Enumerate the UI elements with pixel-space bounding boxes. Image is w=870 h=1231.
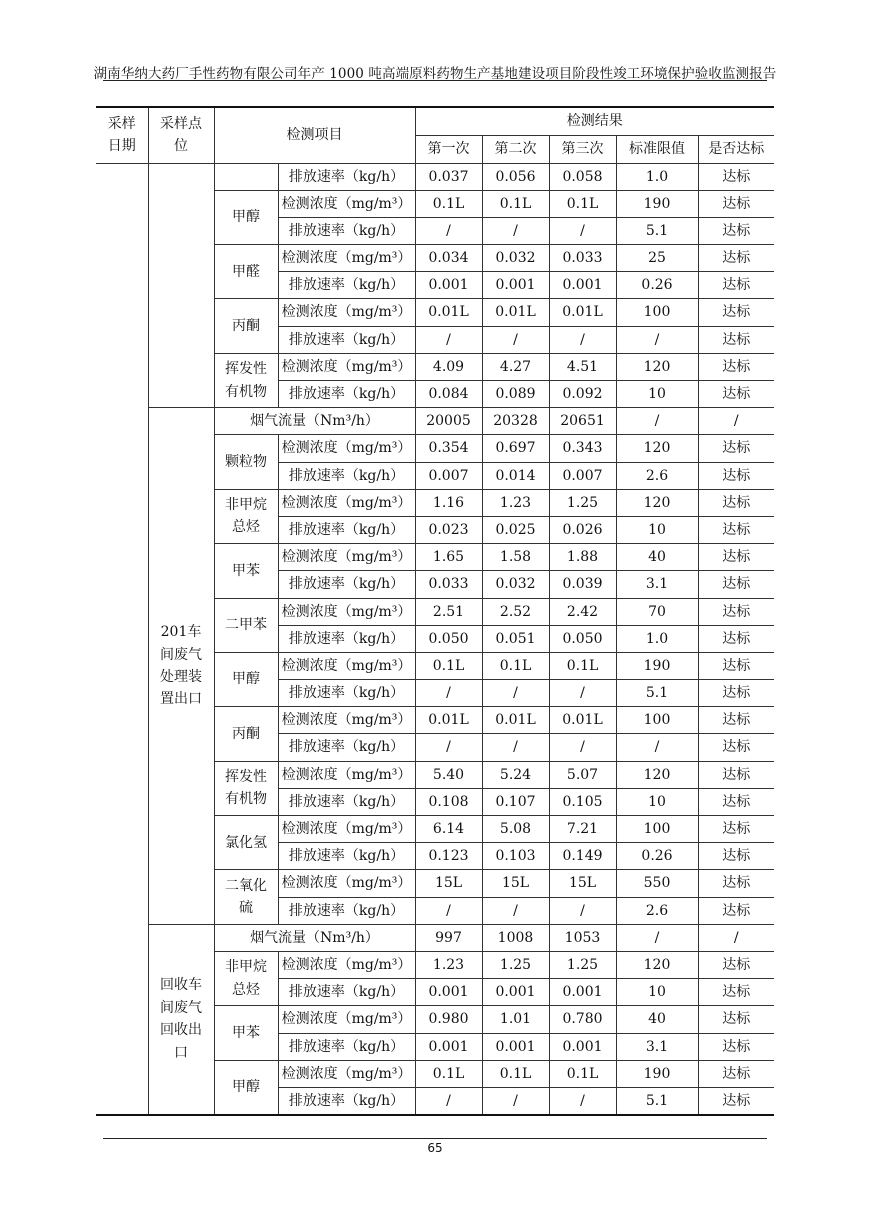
result-third: 1.88 bbox=[549, 544, 616, 571]
result-first: / bbox=[415, 680, 482, 707]
compliance-status: 达标 bbox=[698, 652, 774, 679]
parameter-label: 排放速率（kg/h） bbox=[278, 788, 415, 815]
compliance-status: 达标 bbox=[698, 462, 774, 489]
standard-limit: 0.26 bbox=[616, 843, 698, 870]
col-header-limit: 标准限值 bbox=[616, 135, 698, 163]
result-second: 0.089 bbox=[482, 381, 549, 408]
compliance-status: 达标 bbox=[698, 680, 774, 707]
parameter-label: 检测浓度（mg/m³） bbox=[278, 245, 415, 272]
parameter-label: 检测浓度（mg/m³） bbox=[278, 544, 415, 571]
standard-limit: 120 bbox=[616, 489, 698, 516]
result-third: 0.1L bbox=[549, 1060, 616, 1087]
result-third: 0.780 bbox=[549, 1006, 616, 1033]
result-third: 0.105 bbox=[549, 788, 616, 815]
result-second: / bbox=[482, 734, 549, 761]
result-first: 0.1L bbox=[415, 652, 482, 679]
result-second: / bbox=[482, 1087, 549, 1114]
result-third: 1053 bbox=[549, 924, 616, 951]
result-third: 5.07 bbox=[549, 761, 616, 788]
result-second: 0.1L bbox=[482, 1060, 549, 1087]
parameter-label: 检测浓度（mg/m³） bbox=[278, 707, 415, 734]
parameter-label: 排放速率（kg/h） bbox=[278, 680, 415, 707]
page-number: 65 bbox=[427, 1141, 443, 1155]
compliance-status: 达标 bbox=[698, 843, 774, 870]
pollutant-name: 颗粒物 bbox=[214, 435, 278, 489]
parameter-label: 检测浓度（mg/m³） bbox=[278, 870, 415, 897]
result-first: 2.51 bbox=[415, 598, 482, 625]
col-header-first: 第一次 bbox=[415, 135, 482, 163]
flow-rate-label: 烟气流量（Nm³/h） bbox=[214, 924, 415, 951]
parameter-label: 排放速率（kg/h） bbox=[278, 516, 415, 543]
standard-limit: 2.6 bbox=[616, 462, 698, 489]
parameter-label: 检测浓度（mg/m³） bbox=[278, 951, 415, 978]
standard-limit: 25 bbox=[616, 245, 698, 272]
result-third: 1.25 bbox=[549, 951, 616, 978]
result-second: / bbox=[482, 680, 549, 707]
pollutant-name: 非甲烷总烃 bbox=[214, 489, 278, 543]
compliance-status: 达标 bbox=[698, 734, 774, 761]
parameter-label: 检测浓度（mg/m³） bbox=[278, 761, 415, 788]
col-header-second: 第二次 bbox=[482, 135, 549, 163]
parameter-label: 排放速率（kg/h） bbox=[278, 163, 415, 190]
standard-limit: 120 bbox=[616, 353, 698, 380]
result-first: 0.084 bbox=[415, 381, 482, 408]
standard-limit: / bbox=[616, 924, 698, 951]
parameter-label: 排放速率（kg/h） bbox=[278, 1033, 415, 1060]
result-third: 0.001 bbox=[549, 979, 616, 1006]
result-first: 15L bbox=[415, 870, 482, 897]
table-row bbox=[96, 408, 774, 435]
compliance-status: 达标 bbox=[698, 272, 774, 299]
compliance-status: 达标 bbox=[698, 435, 774, 462]
standard-limit: 2.6 bbox=[616, 897, 698, 924]
result-second: / bbox=[482, 897, 549, 924]
standard-limit: 40 bbox=[616, 544, 698, 571]
result-third: / bbox=[549, 326, 616, 353]
pollutant-name: 甲醇 bbox=[214, 652, 278, 706]
compliance-status: 达标 bbox=[698, 326, 774, 353]
result-first: 0.01L bbox=[415, 299, 482, 326]
standard-limit: 10 bbox=[616, 516, 698, 543]
compliance-status: 达标 bbox=[698, 761, 774, 788]
pollutant-name: 甲醇 bbox=[214, 190, 278, 244]
result-first: / bbox=[415, 326, 482, 353]
result-second: 0.032 bbox=[482, 571, 549, 598]
compliance-status: 达标 bbox=[698, 571, 774, 598]
result-second: 0.032 bbox=[482, 245, 549, 272]
result-third: 0.1L bbox=[549, 190, 616, 217]
result-first: / bbox=[415, 734, 482, 761]
result-third: / bbox=[549, 734, 616, 761]
result-second: 0.1L bbox=[482, 190, 549, 217]
standard-limit: 10 bbox=[616, 788, 698, 815]
result-third: 2.42 bbox=[549, 598, 616, 625]
result-third: 0.039 bbox=[549, 571, 616, 598]
result-second: 20328 bbox=[482, 408, 549, 435]
compliance-status: / bbox=[698, 924, 774, 951]
result-third: 0.01L bbox=[549, 707, 616, 734]
compliance-status: 达标 bbox=[698, 788, 774, 815]
result-second: 0.01L bbox=[482, 299, 549, 326]
standard-limit: 3.1 bbox=[616, 571, 698, 598]
parameter-label: 检测浓度（mg/m³） bbox=[278, 435, 415, 462]
result-third: / bbox=[549, 897, 616, 924]
standard-limit: 190 bbox=[616, 1060, 698, 1087]
monitoring-results-table bbox=[96, 106, 774, 1116]
result-first: 0.354 bbox=[415, 435, 482, 462]
compliance-status: 达标 bbox=[698, 299, 774, 326]
col-header-third: 第三次 bbox=[549, 135, 616, 163]
parameter-label: 排放速率（kg/h） bbox=[278, 462, 415, 489]
result-first: 0.007 bbox=[415, 462, 482, 489]
pollutant-name: 挥发性有机物 bbox=[214, 761, 278, 815]
compliance-status: 达标 bbox=[698, 544, 774, 571]
result-third: 0.343 bbox=[549, 435, 616, 462]
result-third: 0.092 bbox=[549, 381, 616, 408]
result-third: / bbox=[549, 217, 616, 244]
result-first: 0.034 bbox=[415, 245, 482, 272]
compliance-status: 达标 bbox=[698, 1060, 774, 1087]
parameter-label: 检测浓度（mg/m³） bbox=[278, 1006, 415, 1033]
standard-limit: 120 bbox=[616, 761, 698, 788]
pollutant-name: 甲苯 bbox=[214, 1006, 278, 1060]
standard-limit: 100 bbox=[616, 816, 698, 843]
result-first: 6.14 bbox=[415, 816, 482, 843]
result-second: 0.103 bbox=[482, 843, 549, 870]
table-row bbox=[96, 163, 774, 190]
compliance-status: 达标 bbox=[698, 489, 774, 516]
parameter-label: 排放速率（kg/h） bbox=[278, 217, 415, 244]
result-second: / bbox=[482, 326, 549, 353]
result-third: 0.001 bbox=[549, 1033, 616, 1060]
pollutant-name: 非甲烷总烃 bbox=[214, 951, 278, 1005]
report-header-title: 湖南华纳大药厂手性药物有限公司年产 1000 吨高端原料药物生产基地建设项目阶段性竣工环境保护验收监测报告 bbox=[93, 66, 777, 82]
result-third: / bbox=[549, 680, 616, 707]
result-first: 0.001 bbox=[415, 272, 482, 299]
result-first: / bbox=[415, 897, 482, 924]
compliance-status: 达标 bbox=[698, 598, 774, 625]
result-first: 0.023 bbox=[415, 516, 482, 543]
col-header-results: 检测结果 bbox=[415, 107, 774, 135]
compliance-status: 达标 bbox=[698, 353, 774, 380]
col-header-item: 检测项目 bbox=[214, 107, 415, 163]
result-first: 997 bbox=[415, 924, 482, 951]
parameter-label: 检测浓度（mg/m³） bbox=[278, 598, 415, 625]
standard-limit: 190 bbox=[616, 652, 698, 679]
result-second: 4.27 bbox=[482, 353, 549, 380]
result-second: 0.1L bbox=[482, 652, 549, 679]
result-first: 20005 bbox=[415, 408, 482, 435]
parameter-label: 排放速率（kg/h） bbox=[278, 1087, 415, 1114]
standard-limit: 10 bbox=[616, 381, 698, 408]
result-second: 1.25 bbox=[482, 951, 549, 978]
result-third: / bbox=[549, 1087, 616, 1114]
result-third: 15L bbox=[549, 870, 616, 897]
result-third: 0.033 bbox=[549, 245, 616, 272]
result-second: 2.52 bbox=[482, 598, 549, 625]
pollutant-name bbox=[214, 163, 278, 190]
standard-limit: 3.1 bbox=[616, 1033, 698, 1060]
standard-limit: 70 bbox=[616, 598, 698, 625]
parameter-label: 排放速率（kg/h） bbox=[278, 625, 415, 652]
result-second: 0.025 bbox=[482, 516, 549, 543]
result-second: 0.01L bbox=[482, 707, 549, 734]
standard-limit: 550 bbox=[616, 870, 698, 897]
parameter-label: 检测浓度（mg/m³） bbox=[278, 652, 415, 679]
pollutant-name: 甲醛 bbox=[214, 245, 278, 299]
result-third: 20651 bbox=[549, 408, 616, 435]
pollutant-name: 丙酮 bbox=[214, 299, 278, 353]
pollutant-name: 挥发性有机物 bbox=[214, 353, 278, 407]
standard-limit: / bbox=[616, 408, 698, 435]
sampling-point-cell: 201车间废气处理装置出口 bbox=[148, 408, 214, 925]
result-second: 0.001 bbox=[482, 272, 549, 299]
pollutant-name: 丙酮 bbox=[214, 707, 278, 761]
pollutant-name: 甲醇 bbox=[214, 1060, 278, 1114]
compliance-status: 达标 bbox=[698, 625, 774, 652]
result-third: 1.25 bbox=[549, 489, 616, 516]
standard-limit: 1.0 bbox=[616, 163, 698, 190]
compliance-status: 达标 bbox=[698, 1006, 774, 1033]
result-second: 0.001 bbox=[482, 979, 549, 1006]
standard-limit: 5.1 bbox=[616, 680, 698, 707]
result-first: 0.108 bbox=[415, 788, 482, 815]
standard-limit: 10 bbox=[616, 979, 698, 1006]
parameter-label: 排放速率（kg/h） bbox=[278, 571, 415, 598]
col-header-date: 采样日期 bbox=[96, 107, 148, 163]
sampling-point-cell bbox=[148, 163, 214, 408]
standard-limit: 40 bbox=[616, 1006, 698, 1033]
footer-divider bbox=[103, 1138, 767, 1139]
result-first: 5.40 bbox=[415, 761, 482, 788]
result-second: 0.051 bbox=[482, 625, 549, 652]
result-third: 0.050 bbox=[549, 625, 616, 652]
result-first: 0.1L bbox=[415, 190, 482, 217]
pollutant-name: 二氧化硫 bbox=[214, 870, 278, 924]
result-second: 0.014 bbox=[482, 462, 549, 489]
parameter-label: 检测浓度（mg/m³） bbox=[278, 489, 415, 516]
compliance-status: 达标 bbox=[698, 707, 774, 734]
compliance-status: 达标 bbox=[698, 951, 774, 978]
result-first: / bbox=[415, 217, 482, 244]
compliance-status: 达标 bbox=[698, 245, 774, 272]
result-third: 0.007 bbox=[549, 462, 616, 489]
compliance-status: 达标 bbox=[698, 816, 774, 843]
flow-rate-label: 烟气流量（Nm³/h） bbox=[214, 408, 415, 435]
sampling-date-cell bbox=[96, 163, 148, 1115]
standard-limit: 0.26 bbox=[616, 272, 698, 299]
standard-limit: 1.0 bbox=[616, 625, 698, 652]
standard-limit: 100 bbox=[616, 299, 698, 326]
compliance-status: 达标 bbox=[698, 1087, 774, 1114]
result-first: 0.037 bbox=[415, 163, 482, 190]
standard-limit: 120 bbox=[616, 951, 698, 978]
result-second: 0.697 bbox=[482, 435, 549, 462]
standard-limit: 5.1 bbox=[616, 217, 698, 244]
compliance-status: 达标 bbox=[698, 190, 774, 217]
result-second: 0.056 bbox=[482, 163, 549, 190]
parameter-label: 排放速率（kg/h） bbox=[278, 897, 415, 924]
parameter-label: 检测浓度（mg/m³） bbox=[278, 353, 415, 380]
sampling-point-cell: 回收车间废气回收出口 bbox=[148, 924, 214, 1114]
parameter-label: 排放速率（kg/h） bbox=[278, 272, 415, 299]
result-first: 1.16 bbox=[415, 489, 482, 516]
table-row bbox=[96, 924, 774, 951]
result-first: 0.001 bbox=[415, 979, 482, 1006]
pollutant-name: 二甲苯 bbox=[214, 598, 278, 652]
standard-limit: 120 bbox=[616, 435, 698, 462]
result-second: 5.24 bbox=[482, 761, 549, 788]
parameter-label: 排放速率（kg/h） bbox=[278, 381, 415, 408]
col-header-point: 采样点位 bbox=[148, 107, 214, 163]
compliance-status: 达标 bbox=[698, 217, 774, 244]
result-second: 1008 bbox=[482, 924, 549, 951]
result-third: 0.149 bbox=[549, 843, 616, 870]
result-second: 0.107 bbox=[482, 788, 549, 815]
standard-limit: 5.1 bbox=[616, 1087, 698, 1114]
result-first: 1.65 bbox=[415, 544, 482, 571]
compliance-status: 达标 bbox=[698, 516, 774, 543]
compliance-status: 达标 bbox=[698, 897, 774, 924]
standard-limit: / bbox=[616, 326, 698, 353]
result-second: 1.01 bbox=[482, 1006, 549, 1033]
result-first: 0.050 bbox=[415, 625, 482, 652]
result-second: / bbox=[482, 217, 549, 244]
compliance-status: / bbox=[698, 408, 774, 435]
result-third: 0.1L bbox=[549, 652, 616, 679]
result-third: 0.058 bbox=[549, 163, 616, 190]
result-third: 0.01L bbox=[549, 299, 616, 326]
result-third: 7.21 bbox=[549, 816, 616, 843]
parameter-label: 排放速率（kg/h） bbox=[278, 734, 415, 761]
parameter-label: 检测浓度（mg/m³） bbox=[278, 299, 415, 326]
pollutant-name: 氯化氢 bbox=[214, 816, 278, 870]
result-third: 0.026 bbox=[549, 516, 616, 543]
result-second: 0.001 bbox=[482, 1033, 549, 1060]
pollutant-name: 甲苯 bbox=[214, 544, 278, 598]
result-second: 15L bbox=[482, 870, 549, 897]
result-first: 0.001 bbox=[415, 1033, 482, 1060]
compliance-status: 达标 bbox=[698, 163, 774, 190]
result-first: 0.1L bbox=[415, 1060, 482, 1087]
parameter-label: 排放速率（kg/h） bbox=[278, 979, 415, 1006]
result-first: 0.980 bbox=[415, 1006, 482, 1033]
header-divider bbox=[103, 80, 767, 81]
parameter-label: 检测浓度（mg/m³） bbox=[278, 816, 415, 843]
result-first: / bbox=[415, 1087, 482, 1114]
result-third: 4.51 bbox=[549, 353, 616, 380]
table-header-row bbox=[96, 107, 774, 135]
result-first: 0.123 bbox=[415, 843, 482, 870]
result-first: 0.033 bbox=[415, 571, 482, 598]
col-header-pass: 是否达标 bbox=[698, 135, 774, 163]
compliance-status: 达标 bbox=[698, 381, 774, 408]
result-first: 1.23 bbox=[415, 951, 482, 978]
result-second: 5.08 bbox=[482, 816, 549, 843]
compliance-status: 达标 bbox=[698, 979, 774, 1006]
compliance-status: 达标 bbox=[698, 1033, 774, 1060]
compliance-status: 达标 bbox=[698, 870, 774, 897]
standard-limit: / bbox=[616, 734, 698, 761]
standard-limit: 100 bbox=[616, 707, 698, 734]
parameter-label: 排放速率（kg/h） bbox=[278, 843, 415, 870]
result-second: 1.23 bbox=[482, 489, 549, 516]
parameter-label: 检测浓度（mg/m³） bbox=[278, 1060, 415, 1087]
standard-limit: 190 bbox=[616, 190, 698, 217]
result-third: 0.001 bbox=[549, 272, 616, 299]
result-second: 1.58 bbox=[482, 544, 549, 571]
result-first: 0.01L bbox=[415, 707, 482, 734]
parameter-label: 排放速率（kg/h） bbox=[278, 326, 415, 353]
parameter-label: 检测浓度（mg/m³） bbox=[278, 190, 415, 217]
result-first: 4.09 bbox=[415, 353, 482, 380]
